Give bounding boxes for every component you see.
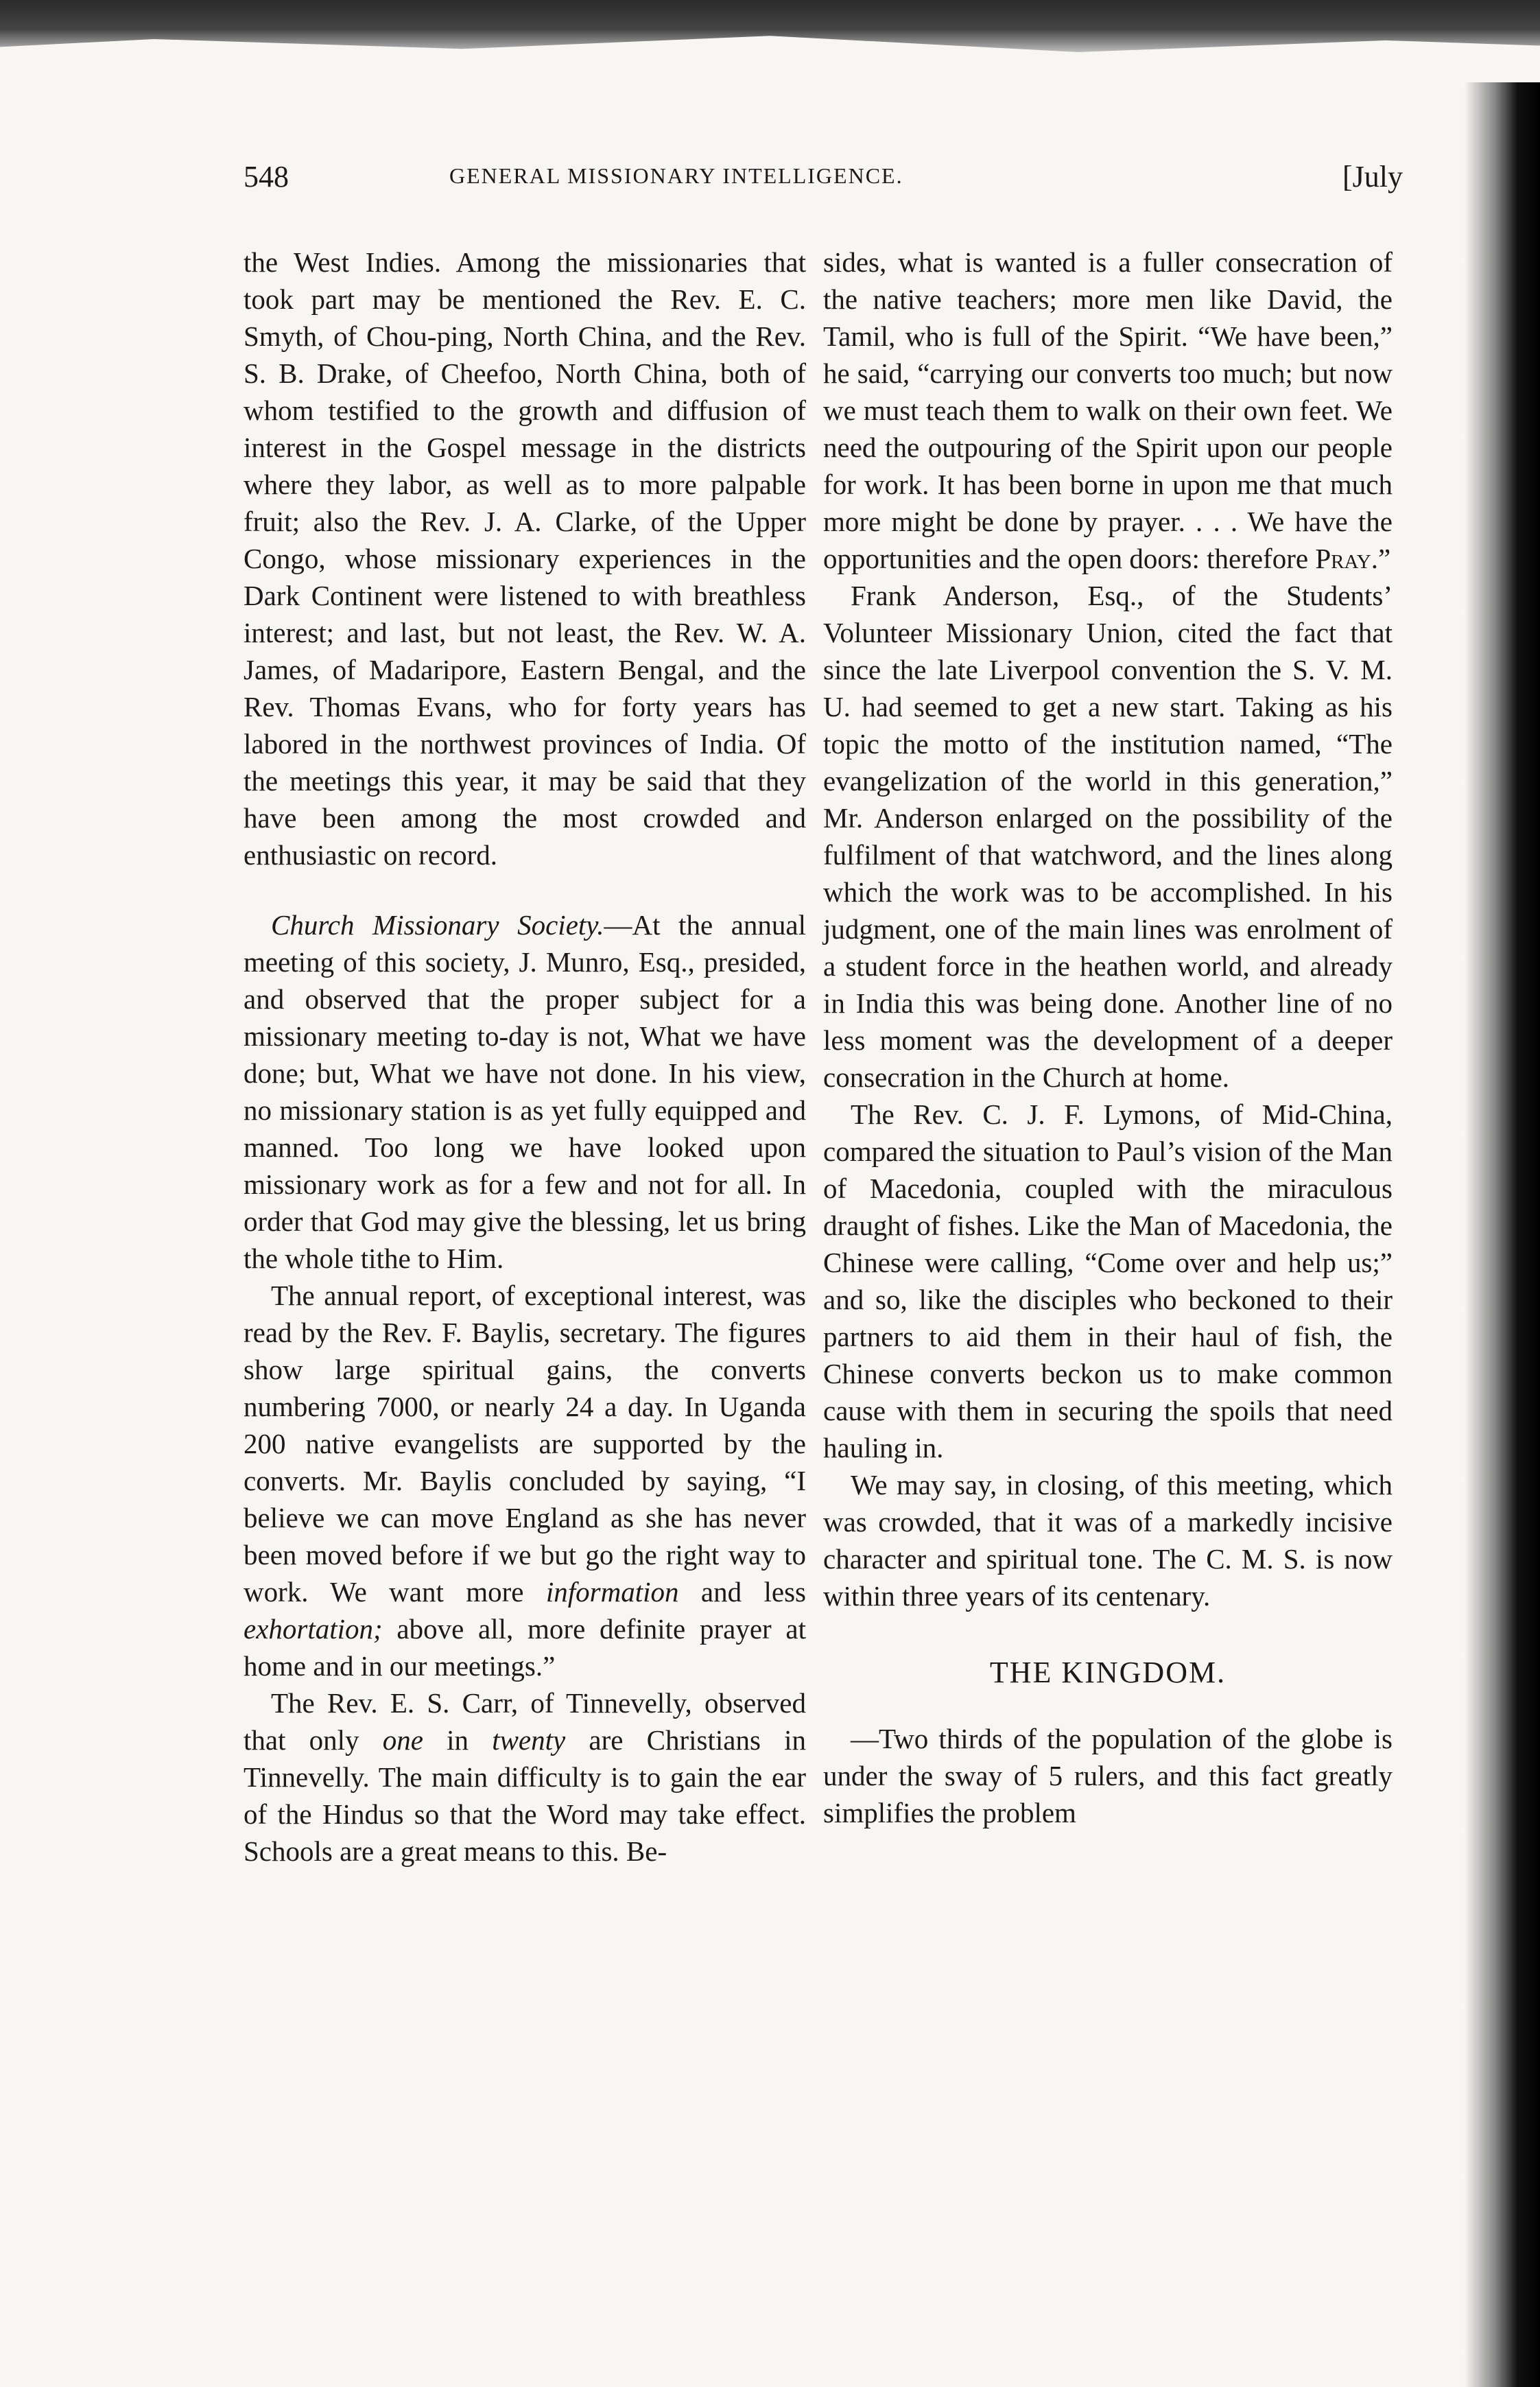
scan-right-edge [1465, 82, 1540, 2387]
paragraph-annual-report [244, 1277, 806, 1684]
report-text-a: The annual report, of exceptional interest, was read by the Rev. F. Baylis, secretary. The figures show large spiritual gains, the converts numbering 7000, or nearly 24 a day. In Uganda 200 native evangelists are supported by the converts. Mr. Baylis concluded by saying, “I believe we can move England as she has never been moved before if we but go the right way to work. We want more [244, 1280, 806, 1608]
right-column [823, 244, 1393, 1831]
page-header [244, 159, 1403, 207]
report-italic-information: information [545, 1576, 679, 1608]
paragraph-church-missionary-society [244, 906, 806, 1277]
running-month: [July [1342, 160, 1403, 193]
running-head: GENERAL MISSIONARY INTELLIGENCE. [449, 163, 903, 188]
carr-text-a: The Rev. E. S. Carr, of Tinnevelly, observed that only [244, 1687, 806, 1756]
besides-text-a: sides, what is wanted is a fuller consecration of the native teachers; more men like David, the Tamil, who is full of the Spirit. “We have been,” he said, “carrying our converts too much; but now we must teach them to walk on their own feet. We need the outpouring of the Spirit upon our people for work. It has been borne in upon me that much more might be done by prayer. . . . We have the opportunities and the open doors: therefore [823, 246, 1393, 574]
paragraph-carr [244, 1684, 806, 1870]
section-heading-kingdom: THE KINGDOM. [989, 1656, 1227, 1689]
besides-text-b: .” [1371, 543, 1391, 574]
paragraph-closing: We may say, in closing, of this meeting, which was crowded, that it was of a markedly incisive character and spiritual tone. The C. M. S. is now within three years of its centenary. [823, 1469, 1393, 1612]
left-column [244, 244, 806, 1870]
paragraph-anderson: Frank Anderson, Esq., of the Students’ Volunteer Missionary Union, cited the fact that since the late Liverpool convention the S. V. M. U. had seemed to get a new start. Taking as his topic the motto of the institution named, “The evangelization of the world in this generation,” Mr. Anderson enlarged on the possibility of the fulfilment of that watchword, and the lines along which the work was to be accomplished. In his judgment, one of the main lines was enrolment of a student force in the heathen world, and already in India this was being done. Another line of no less moment was the development of a deeper consecration in the Church at home. [823, 580, 1393, 1093]
paragraph-lymons: The Rev. C. J. F. Lymons, of Mid-China, compared the situation to Paul’s vision of the Man of Macedonia, coupled with the miraculous draught of fishes. Like the Man of Macedonia, the Chinese were calling, “Come over and help us;” and so, like the disciples who beckoned to their partners to aid them in their haul of fish, the Chinese converts beckon us to make common cause with them in securing the spoils that need hauling in. [823, 1098, 1393, 1463]
carr-text-c: are Christians in Tinnevelly. The main difficulty is to gain the ear of the Hindus so that the Word may take effect. Schools are a great means to this. Be- [244, 1724, 806, 1867]
society-title: Church Missionary Society. [271, 909, 604, 941]
society-body: —At the annual meeting of this society, J. Munro, Esq., presided, and observed that the proper subject for a missionary meeting to-day is not, What we have done; but, What we have not done. In his view, no missionary station is as yet fully equipped and manned. Too long we have looked upon missionary work as for a few and not for all. In order that God may give the blessing, let us bring the whole tithe to Him. [244, 909, 806, 1274]
paragraph-besides [823, 244, 1393, 577]
scan-top-edge [0, 0, 1540, 65]
besides-smallcaps-pray: Pray [1315, 543, 1371, 574]
report-text-c: above all, more definite prayer at home and in our meetings.” [244, 1613, 806, 1682]
paragraph-west-indies: the West Indies. Among the missionaries that took part may be mentioned the Rev. E. C. Smyth, of Chou-ping, North China, and the Rev. S. B. Drake, of Cheefoo, North China, both of whom testified to the growth and diffusion of interest in the Gospel message in the districts where they labor, as well as to more palpable fruit; also the Rev. J. A. Clarke, of the Upper Congo, whose missionary experiences in the Dark Continent were listened to with breathless interest; and last, but not least, the Rev. W. A. James, of Madaripore, Eastern Bengal, and the Rev. Thomas Evans, who for forty years has labored in the northwest provinces of India. Of the meetings this year, it may be said that they have been among the most crowded and enthusiastic on record. [244, 246, 806, 871]
paragraph-kingdom: —Two thirds of the population of the globe is under the sway of 5 rulers, and this fact greatly simplifies the problem [823, 1723, 1393, 1829]
carr-text-b: in [423, 1724, 493, 1756]
carr-italic-twenty: twenty [492, 1724, 566, 1756]
report-text-b: and less [678, 1576, 807, 1608]
page-number: 548 [244, 160, 289, 193]
carr-italic-one: one [382, 1724, 423, 1756]
report-italic-exhortation: exhortation; [244, 1613, 383, 1645]
